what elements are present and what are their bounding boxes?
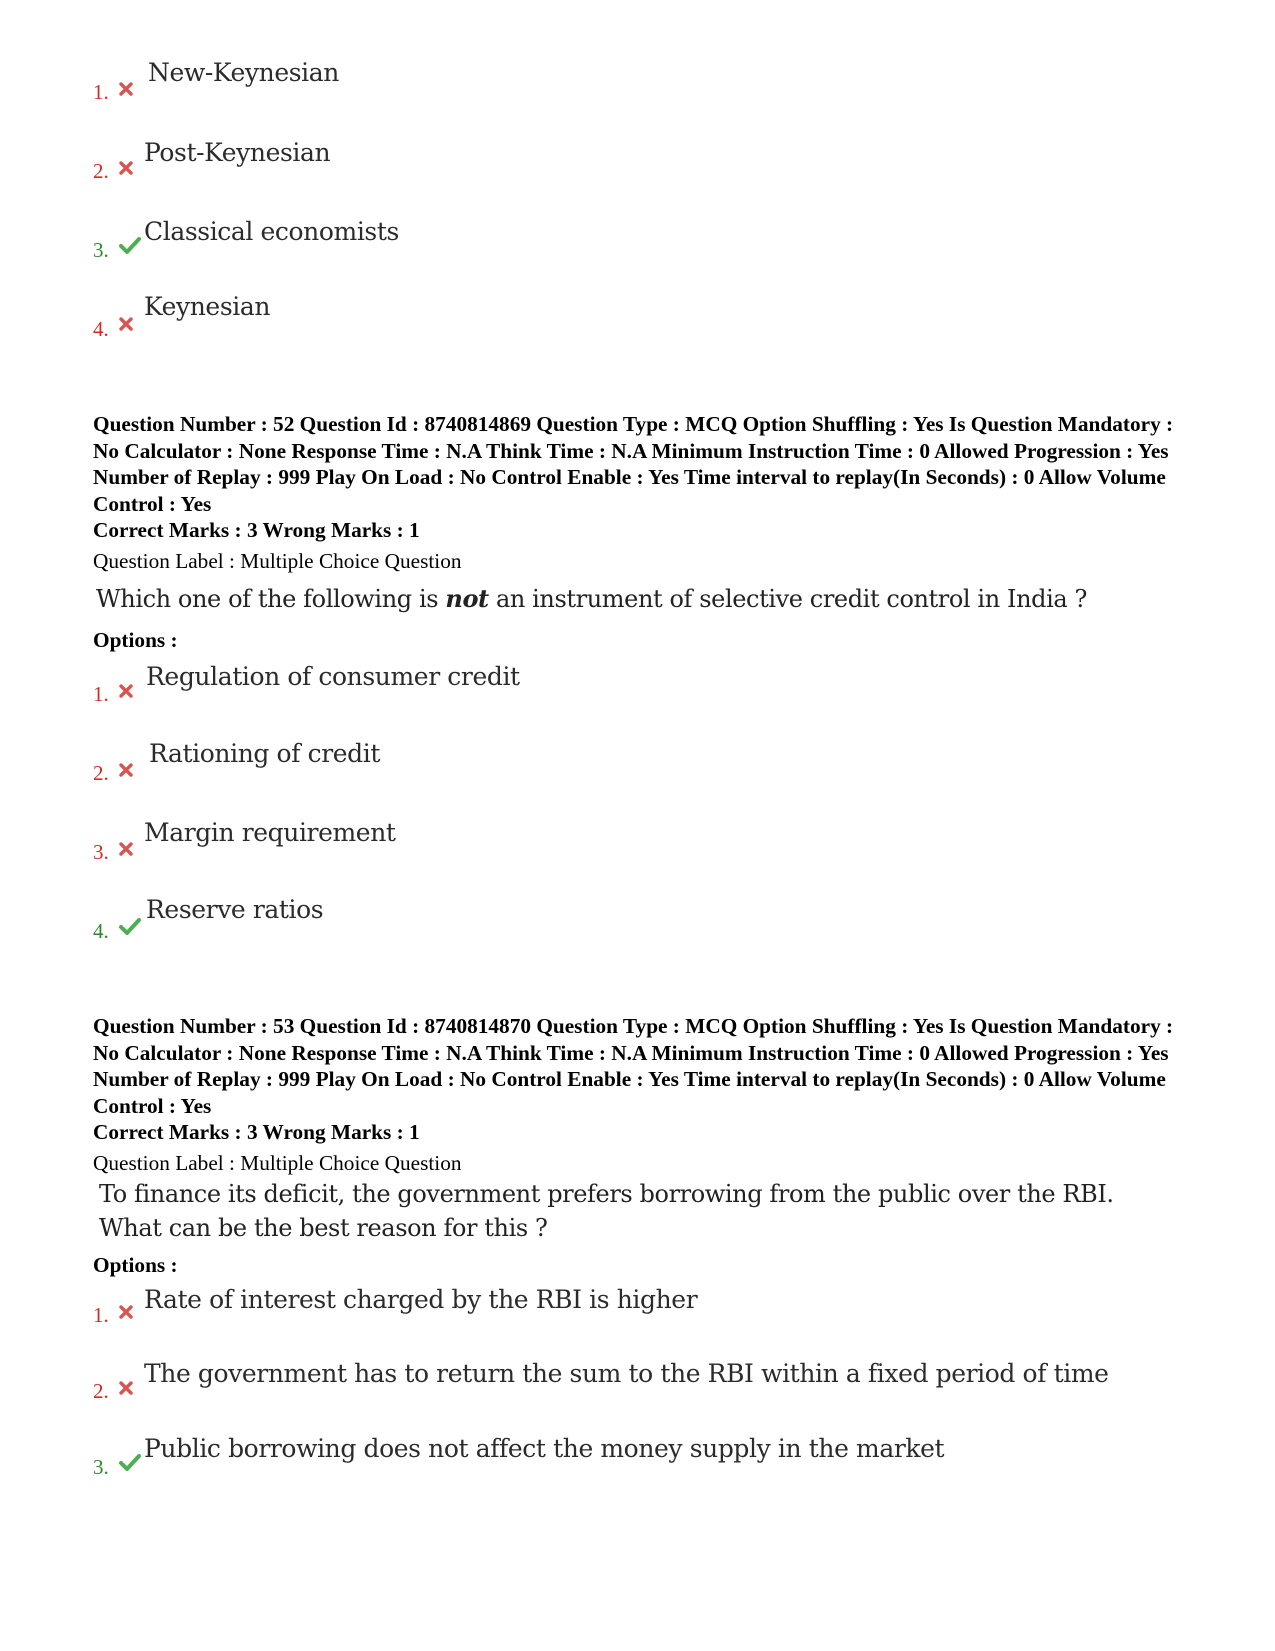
option-text: Post-Keynesian [144,138,331,167]
cross-icon [119,763,133,777]
check-icon [119,1453,141,1471]
option-number: 2. [93,1379,109,1403]
cross-icon [119,317,133,331]
cross-icon [119,1381,133,1395]
question-label: Question Label : Multiple Choice Question [93,1151,462,1175]
option-text: Public borrowing does not affect the money supply in the market [144,1434,945,1463]
option-number: 1. [93,80,109,104]
question-text-part: Which one of the following is [96,585,446,613]
options-heading: Options : [93,1253,178,1277]
check-icon [119,917,141,935]
option-number: 2. [93,159,109,183]
option-text: The government has to return the sum to the RBI within a fixed period of time [144,1359,1109,1388]
cross-icon [119,1305,133,1319]
cross-icon [119,842,133,856]
option-number: 4. [93,317,109,341]
option-number: 3. [93,1455,109,1479]
option-text: Classical economists [144,217,399,246]
question-marks: Correct Marks : 3 Wrong Marks : 1 [93,518,420,542]
cross-icon [119,82,133,96]
question-text-part: an instrument of selective credit control in India ? [488,585,1087,613]
option-number: 4. [93,919,109,943]
option-number: 2. [93,761,109,785]
question-emphasis: not [445,584,489,613]
option-number: 3. [93,238,109,262]
question-meta: Question Number : 52 Question Id : 8740814869 Question Type : MCQ Option Shuffling : Yes Is Question Mandatory : No Calculator : None Response Time : N.A Think Time : N.A Minimum Instruction Time : 0 Allowed Progression : Yes Number of Replay : 999 Play On Load : No Control Enable : Yes Time interval to replay(In Seconds) : 0 Allow Volume Control : Yes [93,412,1174,516]
option-text: Margin requirement [144,818,396,847]
option-number: 1. [93,682,109,706]
option-number: 3. [93,840,109,864]
cross-icon [119,684,133,698]
check-icon [119,236,141,254]
question-text-line: What can be the best reason for this ? [99,1214,548,1242]
question-marks: Correct Marks : 3 Wrong Marks : 1 [93,1120,420,1144]
option-number: 1. [93,1303,109,1327]
option-text: Keynesian [144,292,271,321]
option-text: Rate of interest charged by the RBI is higher [144,1285,698,1314]
option-text: New-Keynesian [148,58,339,87]
option-text: Regulation of consumer credit [146,662,520,691]
cross-icon [119,161,133,175]
question-text [96,584,1087,613]
option-text: Rationing of credit [149,739,380,768]
question-meta: Question Number : 53 Question Id : 8740814870 Question Type : MCQ Option Shuffling : Yes Is Question Mandatory : No Calculator : None Response Time : N.A Think Time : N.A Minimum Instruction Time : 0 Allowed Progression : Yes Number of Replay : 999 Play On Load : No Control Enable : Yes Time interval to replay(In Seconds) : 0 Allow Volume Control : Yes [93,1014,1174,1118]
question-label: Question Label : Multiple Choice Question [93,549,462,573]
question-text-line: To finance its deficit, the government prefers borrowing from the public over the RBI. [99,1180,1114,1208]
options-heading: Options : [93,628,178,652]
option-text: Reserve ratios [146,895,324,924]
